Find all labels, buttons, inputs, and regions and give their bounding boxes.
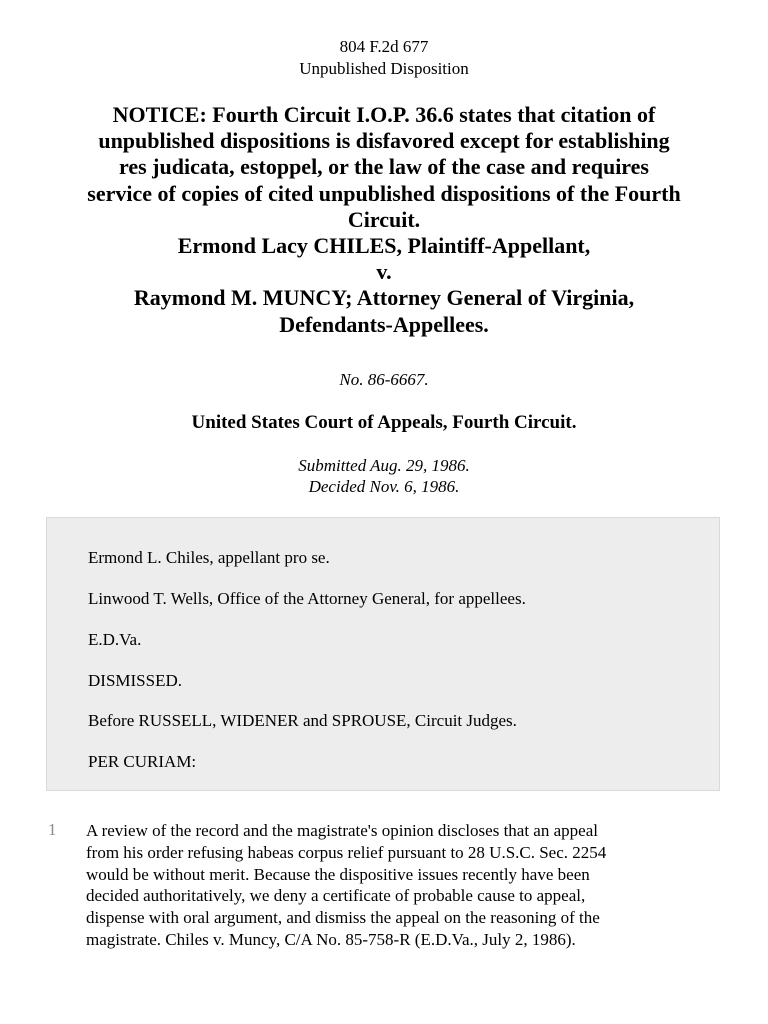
- opinion-line: decided authoritatively, we deny a certificate of probable cause to appeal,: [86, 886, 586, 906]
- defendants-name: Raymond M. MUNCY; Attorney General of Virginia,: [133, 285, 635, 311]
- appellant-counsel: Ermond L. Chiles, appellant pro se.: [88, 548, 330, 567]
- counsel-box: [46, 517, 720, 791]
- disposition-result: DISMISSED.: [88, 671, 182, 690]
- lower-court: E.D.Va.: [88, 630, 142, 649]
- appellee-counsel: Linwood T. Wells, Office of the Attorney General, for appellees.: [88, 589, 526, 608]
- notice-line: unpublished dispositions is disfavored except for establishing: [98, 128, 670, 154]
- notice-line: Circuit.: [347, 206, 421, 232]
- paragraph-number: 1: [48, 820, 57, 839]
- versus: v.: [376, 259, 392, 285]
- docket-number: No. 86-6667.: [339, 370, 429, 389]
- disposition-label: Unpublished Disposition: [299, 59, 469, 78]
- per-curiam: PER CURIAM:: [88, 752, 197, 771]
- court-name: United States Court of Appeals, Fourth Circuit.: [191, 412, 577, 433]
- decided-date: Decided Nov. 6, 1986.: [308, 477, 460, 496]
- opinion-line: dispense with oral argument, and dismiss the appeal on the reasoning of the: [86, 908, 600, 928]
- opinion-line: magistrate. Chiles v. Muncy, C/A No. 85-758-R (E.D.Va., July 2, 1986).: [86, 929, 576, 949]
- citation-header: [0, 36, 768, 80]
- opinion-paragraph: [86, 820, 716, 951]
- opinion-line: A review of the record and the magistrate's opinion discloses that an appeal: [86, 821, 598, 840]
- defendants-role: Defendants-Appellees.: [279, 311, 489, 337]
- notice-line: service of copies of cited unpublished dispositions of the Fourth: [87, 180, 681, 206]
- judges-panel: Before RUSSELL, WIDENER and SPROUSE, Circuit Judges.: [88, 711, 517, 730]
- opinion-line: would be without merit. Because the dispositive issues recently have been: [86, 864, 590, 884]
- case-dates: [0, 455, 768, 497]
- notice-line: NOTICE: Fourth Circuit I.O.P. 36.6 states that citation of: [112, 102, 656, 127]
- reporter-citation: 804 F.2d 677: [339, 37, 429, 56]
- case-caption: [40, 102, 728, 338]
- submitted-date: Submitted Aug. 29, 1986.: [298, 456, 470, 475]
- notice-line: res judicata, estoppel, or the law of the case and requires: [118, 154, 649, 180]
- opinion-line: from his order refusing habeas corpus relief pursuant to 28 U.S.C. Sec. 2254: [86, 842, 607, 862]
- plaintiff-name: Ermond Lacy CHILES, Plaintiff-Appellant,: [177, 233, 591, 259]
